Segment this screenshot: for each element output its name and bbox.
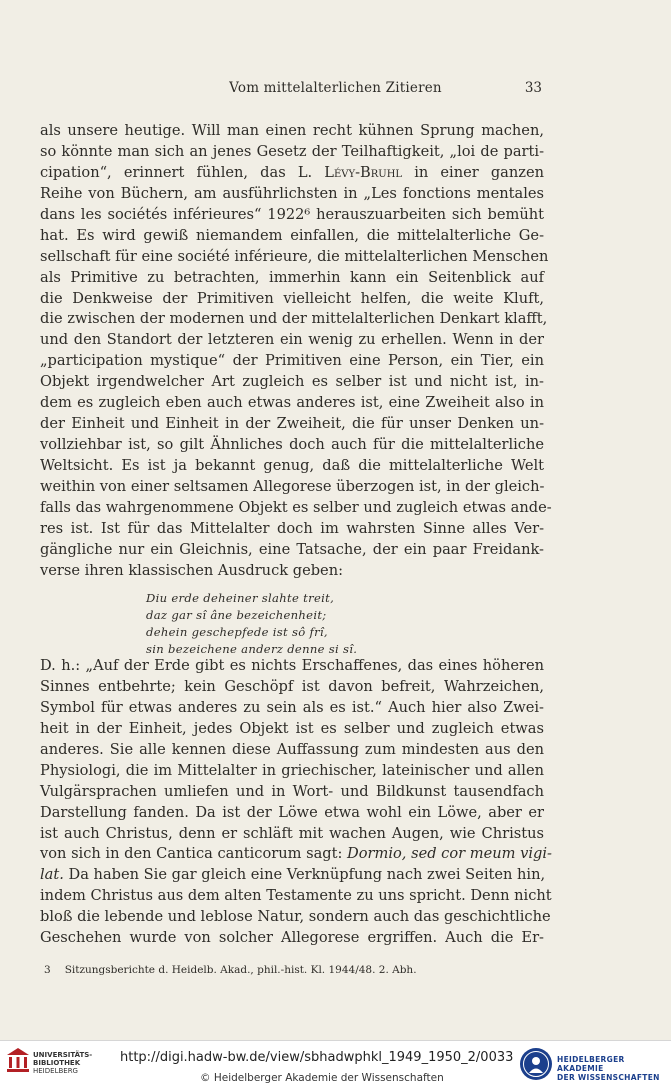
verse-line: Diu erde deheiner slahte treit, [146, 591, 335, 605]
footnote [44, 964, 417, 976]
footnote-mark: 3 [44, 964, 51, 976]
text-line: so könnte man sich an jenes Gesetz der Teilhaftigkeit, „loi de parti- [40, 142, 544, 160]
university-library-name: UNIVERSITÄTS- BIBLIOTHEK HEIDELBERG [33, 1051, 93, 1075]
text-line: verse ihren klassischen Ausdruck geben: [40, 561, 344, 579]
academy-seal-icon [519, 1047, 553, 1081]
latin-quote: Dormio, sed cor meum vigi- [347, 845, 552, 863]
running-title: Vom mittelalterlichen Zitieren [229, 80, 442, 96]
text-line: lat. Da haben Sie gar gleich eine Verknüpfung nach zwei Seiten hin, [40, 866, 546, 884]
academy-name: HEIDELBERGER AKADEMIE DER WISSENSCHAFTEN [557, 1055, 660, 1082]
text-line: als unsere heutige. Will man einen recht kühnen Sprung machen, [40, 122, 544, 139]
text-line: als Primitive zu betrachten, immerhin kann ein Seitenblick auf [40, 268, 544, 286]
text-line: hat. Es wird gewiß niemandem einfallen, die mittelalterliche Ge- [40, 226, 544, 244]
text-line: anderes. Sie alle kennen diese Auffassung zum mindesten aus den [40, 740, 544, 758]
paragraph-2 [40, 656, 552, 949]
university-library-logo-icon [6, 1047, 30, 1073]
text-line: Sinnes entbehrte; kein Geschöpf ist davon befreit, Wahrzeichen, [40, 677, 544, 695]
footnote-text: Sitzungsberichte d. Heidelb. Akad., phil.-hist. Kl. 1944/48. 2. Abh. [64, 964, 417, 976]
text-line: vollziehbar ist, so gilt Ähnliches doch auch für die mittelalterliche [40, 436, 544, 454]
text-line: dem es zugleich eben auch etwas anderes ist, eine Zweiheit also in [40, 394, 544, 412]
text-line: bloß die lebende und leblose Natur, sondern auch das geschichtliche [40, 908, 551, 926]
text-line: Objekt irgendwelcher Art zugleich es selber ist und nicht ist, in- [40, 373, 544, 391]
text-line: falls das wahrgenommene Objekt es selber und zugleich etwas ande- [40, 498, 552, 516]
text-line: gängliche nur ein Gleichnis, eine Tatsache, der ein paar Freidank- [40, 540, 544, 558]
text-line: heit in der Einheit, jedes Objekt ist es selber und zugleich etwas [40, 719, 544, 737]
verse-line: sin bezeichene anderz denne si sî. [146, 642, 358, 656]
text-line: Darstellung fanden. Da ist der Löwe etwa wohl ein Löwe, aber er [40, 803, 544, 821]
text-line: Vulgärsprachen umliefen und in Wort- und Bildkunst tausendfach [40, 782, 544, 800]
text-line: der Einheit und Einheit in der Zweiheit, die für unser Denken un- [40, 415, 544, 433]
text-line: Reihe von Büchern, am ausführlichsten in „Les fonctions mentales [40, 184, 544, 202]
text-line: res ist. Ist für das Mittelalter doch im wahrsten Sinne alles Ver- [40, 519, 544, 537]
verse-line: daz gar sî âne bezeichenheit; [146, 608, 327, 622]
text-line: Geschehen wurde von solcher Allegorese ergriffen. Auch die Er- [40, 929, 544, 947]
text-line: weithin von einer seltsamen Allegorese überzogen ist, in der gleich- [40, 477, 545, 495]
text-line: sellschaft für eine société inférieure, die mittelalterlichen Menschen [40, 247, 549, 265]
running-head [0, 80, 671, 100]
text-line: die zwischen der modernen und der mittelalterlichen Denkart klafft, [40, 310, 548, 328]
text-line: von sich in den Cantica canticorum sagt: Dormio, sed cor meum vigi- [40, 845, 552, 863]
text-line: dans les sociétés inférieures“ 1922⁶ herauszuarbeiten sich bemüht [40, 205, 544, 223]
text-line: indem Christus aus dem alten Testamente zu uns spricht. Denn nicht [40, 887, 552, 905]
verse-quotation [146, 590, 357, 658]
permalink-url[interactable]: http://digi.hadw-bw.de/view/sbhadwphkl_1949_1950_2/0033 [120, 1050, 514, 1065]
verse-line: dehein geschepfede ist sô frî, [146, 625, 328, 639]
text-line: Symbol für etwas anderes zu sein als es ist.“ Auch hier also Zwei- [40, 698, 544, 716]
text-line: ist auch Christus, denn er schläft mit wachen Augen, wie Christus [40, 824, 544, 842]
author-name: Lévy-Bruhl [324, 163, 403, 181]
paragraph-1 [40, 121, 552, 582]
viewer-footer [0, 1040, 671, 1089]
text-line: die Denkweise der Primitiven vielleicht helfen, die weite Kluft, [40, 289, 544, 307]
page-number: 33 [524, 80, 542, 96]
text-line: Physiologi, die im Mittelalter in griechischer, lateinischer und allen [40, 761, 544, 779]
copyright-notice: © Heidelberger Akademie der Wissenschaften [200, 1072, 444, 1084]
text-line: „participation mystique“ der Primitiven eine Person, ein Tier, ein [40, 352, 544, 370]
text-line: D. h.: „Auf der Erde gibt es nichts Erschaffenes, das eines höheren [40, 657, 544, 674]
text-line: und den Standort der letzteren ein wenig zu erhellen. Wenn in der [40, 331, 544, 349]
text-line: cipation“, erinnert fühlen, das L. Lévy-Bruhl in einer ganzen [40, 163, 544, 181]
text-line: Weltsicht. Es ist ja bekannt genug, daß die mittelalterliche Welt [40, 457, 544, 474]
